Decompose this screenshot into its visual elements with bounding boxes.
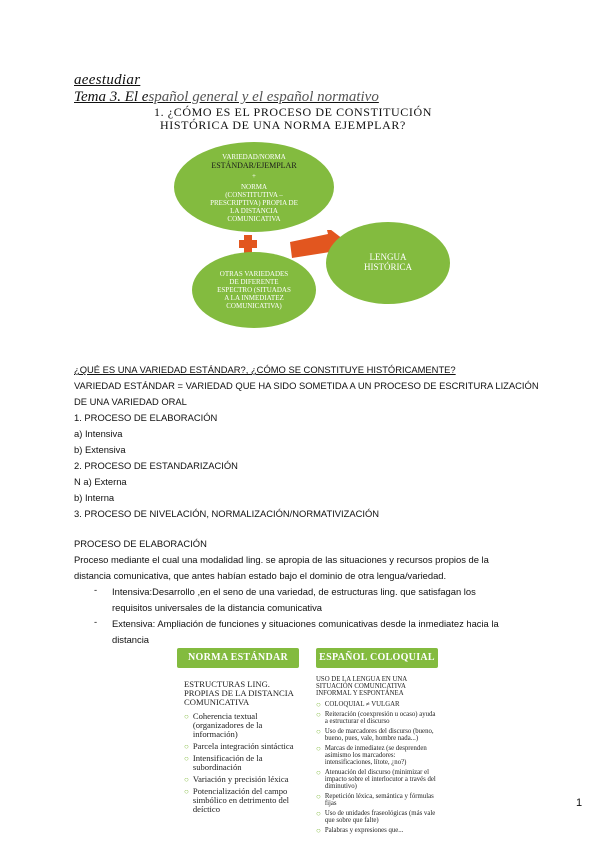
- diagram-title-line1: 1. ¿CÓMO ES EL PROCESO DE CONSTITUCIÓN: [154, 105, 433, 119]
- ellipse3-line1: LENGUA: [369, 252, 407, 262]
- ellipse1-plus: +: [252, 172, 256, 180]
- standard-norm-column: [184, 680, 306, 844]
- site-brand: aeestudiar: [74, 72, 141, 88]
- bullet-circle-icon: ○: [316, 727, 321, 736]
- bullet1-line1: Intensiva:Desarrollo ,en el seno de una variedad, de estructuras ling. que satisfagan los: [112, 586, 476, 597]
- bullet-circle-icon: ○: [316, 809, 321, 818]
- left-column-title: ESTRUCTURAS LING. PROPIAS DE LA DISTANCIA COMUNICATIVA: [184, 680, 294, 707]
- list-item: ○ Reiteración (coexpresión u ocaso) ayuda a estructurar el discurso: [316, 710, 436, 725]
- page-number: 1: [576, 797, 583, 809]
- bullet-circle-icon: ○: [316, 744, 321, 753]
- ellipse1-line7: COMUNICATIVA: [227, 215, 281, 223]
- bullet-circle-icon: ○: [184, 775, 189, 784]
- bullet-circle-icon: ○: [316, 792, 321, 801]
- list-item: ○ Coherencia textual (organizadores de la información): [184, 711, 263, 739]
- list-item: ○ Potencialización del campo simbólico en detrimento del deíctico: [184, 786, 290, 814]
- right-column-title: USO DE LA LENGUA EN UNA SITUACIÓN COMUNICATIVA INFORMAL Y ESPONTÁNEA: [316, 676, 407, 697]
- diagram-title: [154, 106, 474, 132]
- bullet-circle-icon: ○: [184, 712, 189, 721]
- list-item: ○ Atenuación del discurso (minimizar el impacto sobre el interlocutor a través del diminutivo): [316, 768, 436, 790]
- list-item: ○ COLOQUIAL ≠ VULGAR: [316, 700, 400, 709]
- bullet-circle-icon: ○: [316, 768, 321, 777]
- bullet-circle-icon: ○: [316, 826, 321, 835]
- doc-title-faded: spañol general y el español normativo: [148, 89, 379, 105]
- bullet-circle-icon: ○: [184, 742, 189, 751]
- standard-norm-ellipse: [174, 142, 334, 232]
- ellipse2-line3: ESPECTRO (SITUADAS: [217, 286, 291, 294]
- list-item: ○ Repetición léxica, semántica y fórmulas fijas: [316, 792, 434, 807]
- list-item: N a) Externa: [74, 476, 127, 487]
- bullet-circle-icon: ○: [316, 700, 321, 709]
- list-item: b) Extensiva: [74, 444, 126, 455]
- definition-line1: VARIEDAD ESTÁNDAR = VARIEDAD QUE HA SIDO SOMETIDA A UN PROCESO DE ESCRITURA LIZACIÓN: [74, 380, 539, 391]
- ellipse1-line4: (CONSTITUTIVA –: [225, 191, 283, 199]
- bullet-dash: -: [94, 616, 98, 627]
- bullet-circle-icon: ○: [184, 754, 189, 763]
- bullet1-line2: requisitos universales de la distancia comunicativa: [112, 602, 323, 613]
- bullet2-line1: Extensiva: Ampliación de funciones y situaciones comunicativas desde la inmediatez hacia la: [112, 618, 499, 629]
- bullet-circle-icon: ○: [184, 787, 189, 796]
- ellipse2-line2: DE DIFERENTE: [229, 278, 279, 286]
- historic-language-ellipse: [326, 222, 450, 304]
- ellipse2-line5: COMUNICATIVA): [226, 302, 282, 310]
- list-item: a) Intensiva: [74, 428, 123, 439]
- list-item: 2. PROCESO DE ESTANDARIZACIÓN: [74, 460, 238, 471]
- colloquial-header: ESPAÑOL COLOQUIAL: [316, 648, 438, 668]
- paragraph-line1: Proceso mediante el cual una modalidad ling. se apropia de las situaciones y recursos propios de la: [74, 554, 489, 565]
- ellipse1-line5: PRESCRIPTIVA) PROPIA DE: [210, 199, 298, 207]
- list-item: ○ Uso de marcadores del discurso (bueno, bueno, pues, vale, hombre nada...): [316, 727, 434, 742]
- list-item: ○ Variación y precisión léxica: [184, 774, 289, 784]
- bullet2-line2: distancia: [112, 634, 150, 645]
- section-heading: PROCESO DE ELABORACIÓN: [74, 538, 207, 549]
- list-item: 3. PROCESO DE NIVELACIÓN, NORMALIZACIÓN/NORMATIVIZACIÓN: [74, 508, 380, 519]
- list-item: ○ Intensificación de la subordinación: [184, 753, 263, 772]
- list-item: ○ Palabras y expresiones que...: [316, 826, 404, 835]
- list-item: ○ Parcela integración sintáctica: [184, 741, 294, 751]
- standard-norm-header: NORMA ESTÁNDAR: [177, 648, 299, 668]
- ellipse2-line4: A LA INMEDIATEZ: [224, 294, 284, 302]
- ellipse1-line1: VARIEDAD/NORMA: [222, 153, 286, 161]
- list-item: ○ Marcas de inmediatez (se desprenden asimismo los marcadores: intensificaciones, lítote, ¿no?): [316, 744, 427, 766]
- list-item: ○ Uso de unidades fraseológicas (más vale que sobre que falte): [316, 809, 436, 824]
- colloquial-column: [316, 676, 440, 844]
- bullet-circle-icon: ○: [316, 710, 321, 719]
- ellipse2-line1: OTRAS VARIEDADES: [219, 270, 289, 278]
- ellipse1-line3: NORMA: [240, 183, 268, 191]
- list-item: 1. PROCESO DE ELABORACIÓN: [74, 412, 218, 423]
- definition-line2: DE UNA VARIEDAD ORAL: [74, 396, 187, 407]
- ellipse1-line2: ESTÁNDAR/EJEMPLAR: [211, 161, 297, 170]
- paragraph-line2: distancia comunicativa, que antes habían estado bajo el dominio de otra lengua/variedad.: [74, 570, 447, 581]
- ellipse1-line6: LA DISTANCIA: [230, 207, 278, 215]
- diagram-title-line2: HISTÓRICA DE UNA NORMA EJEMPLAR?: [160, 118, 406, 132]
- plus-icon-horizontal: [239, 240, 257, 248]
- bullet-dash: -: [94, 584, 98, 595]
- list-item: b) Interna: [74, 492, 115, 503]
- doc-title-visible: Tema 3. El e: [74, 89, 149, 105]
- question-heading: ¿QUÉ ES UNA VARIEDAD ESTÁNDAR?, ¿CÓMO SE CONSTITUYE HISTÓRICAMENTE?: [74, 364, 456, 375]
- ellipse3-line2: HISTÓRICA: [363, 262, 412, 272]
- doc-title: [74, 89, 379, 106]
